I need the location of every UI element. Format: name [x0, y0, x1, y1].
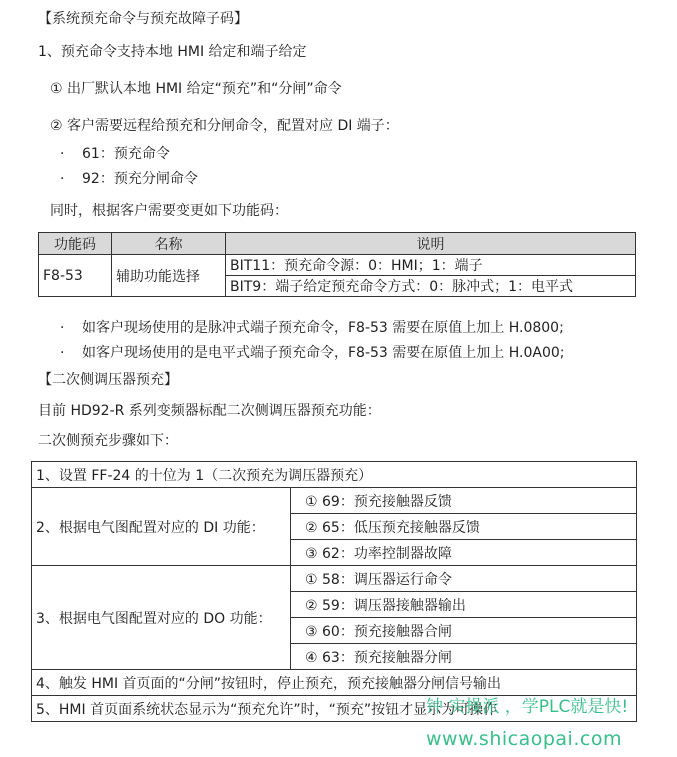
- step3-item: ④ 63：预充接触器分闸: [291, 644, 637, 670]
- watermark-text: 钟 实操派 ，学PLC就是快!: [426, 697, 629, 717]
- step3-item: ② 59：调压器接触器输出: [291, 592, 637, 618]
- step3-item: ③ 60：预充接触器合闸: [291, 618, 637, 644]
- watermark-url: www.shicaopai.com: [426, 728, 622, 750]
- step2-cell: 2、根据电气图配置对应的 DI 功能：: [32, 488, 291, 566]
- bullet-mark: ·: [60, 146, 65, 162]
- step2-item: ② 65：低压预充接触器反馈: [291, 514, 637, 540]
- section2-title: 【二次侧调压器预充】: [38, 372, 178, 388]
- table-row: [39, 255, 636, 276]
- header-name: 名称: [112, 233, 226, 255]
- bullet-mark: ·: [60, 171, 65, 187]
- table-row: [32, 566, 637, 592]
- step2-item: ① 69：预充接触器反馈: [291, 488, 637, 514]
- section2-intro: 目前 HD92-R 系列变频器标配二次侧调压器预充功能：: [38, 403, 381, 419]
- note-item: [60, 343, 564, 363]
- cell-code: F8-53: [39, 255, 112, 297]
- step3-cell: 3、根据电气图配置对应的 DO 功能：: [32, 566, 291, 670]
- table-row: [32, 488, 637, 514]
- function-code-table: [38, 232, 636, 297]
- bullet-mark: ·: [60, 345, 65, 361]
- step3-item: ① 58：调压器运行命令: [291, 566, 637, 592]
- cell-desc: BIT11：预充命令源：0：HMI；1：端子: [226, 255, 636, 276]
- cell-name: 辅助功能选择: [112, 255, 226, 297]
- bullet-mark: ·: [60, 320, 65, 336]
- steps-table: [31, 461, 637, 722]
- step2-item: ③ 62：功率控制器故障: [291, 540, 637, 566]
- sub1-text: ① 出厂默认本地 HMI 给定“预充”和“分闸”命令: [50, 81, 342, 97]
- bullet-item: [60, 169, 198, 189]
- note-item: [60, 318, 564, 338]
- bullet-item: [60, 144, 170, 164]
- table-header-row: [39, 233, 636, 255]
- note-text: 如客户现场使用的是电平式端子预充命令，F8-53 需要在原值上加上 H.0A00;: [82, 345, 565, 361]
- section1-title: 【系统预充命令与预充故障子码】: [38, 11, 248, 27]
- bullet-text: 92：预充分闸命令: [82, 171, 198, 187]
- item1-text: 1、预充命令支持本地 HMI 给定和端子给定: [38, 44, 307, 60]
- header-desc: 说明: [226, 233, 636, 255]
- step1-cell: 1、设置 FF-24 的十位为 1（二次预充为调压器预充）: [32, 462, 637, 488]
- sub2-text: ② 客户需要远程给预充和分闸命令，配置对应 DI 端子：: [50, 118, 399, 134]
- also-text: 同时，根据客户需要变更如下功能码：: [50, 203, 288, 219]
- note-text: 如客户现场使用的是脉冲式端子预充命令，F8-53 需要在原值上加上 H.0800;: [82, 320, 564, 336]
- steps-intro: 二次侧预充步骤如下：: [38, 433, 178, 449]
- step5-cell: 5、HMI 首页面系统状态显示为“预充允许”时，“预充”按钮才显示为可操作: [32, 696, 637, 722]
- bullet-text: 61：预充命令: [82, 146, 170, 162]
- table-row: [32, 462, 637, 488]
- cell-desc: BIT9：端子给定预充命令方式：0：脉冲式；1：电平式: [226, 276, 636, 297]
- step4-cell: 4、触发 HMI 首页面的“分闸”按钮时，停止预充，预充接触器分闸信号输出: [32, 670, 637, 696]
- header-code: 功能码: [39, 233, 112, 255]
